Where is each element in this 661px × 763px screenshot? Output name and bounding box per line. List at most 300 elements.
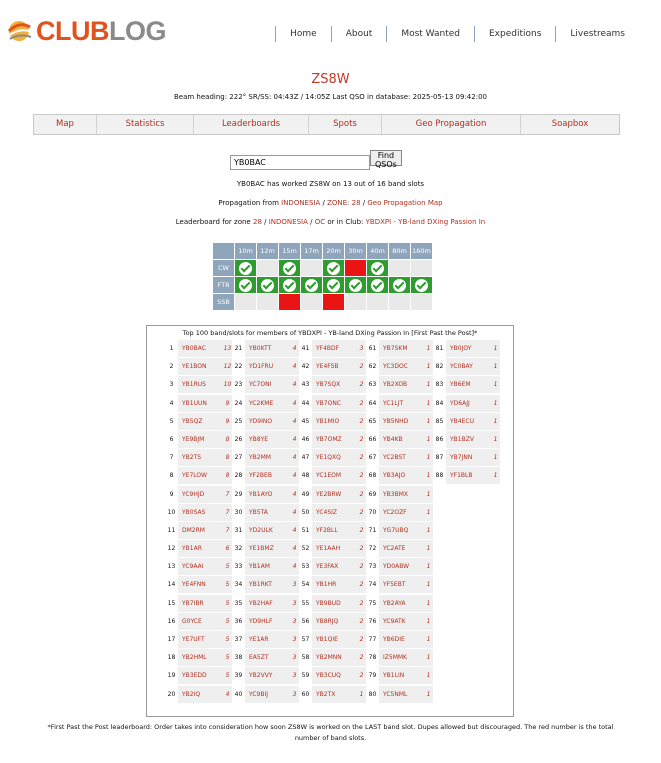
band-header: 15m (279, 243, 300, 259)
band-header: 80m (389, 243, 410, 259)
slot-count: 1 (424, 340, 433, 357)
rank: 63 (366, 376, 379, 393)
rank: 39 (232, 667, 245, 684)
member-callsign-link[interactable]: YE2BRW (312, 486, 357, 503)
menu-map[interactable]: Map (34, 115, 97, 134)
top100-row (232, 486, 299, 503)
member-callsign-link[interactable]: YB1MIO (312, 413, 357, 430)
rank: 26 (232, 431, 245, 448)
slot-count: 4 (223, 686, 232, 703)
mode-label: FT8 (213, 277, 234, 293)
grid-mode-row (213, 294, 432, 310)
leaderboard-prefix: Leaderboard for zone (175, 218, 251, 226)
rank: 6 (165, 431, 178, 448)
slot-count: 7 (223, 486, 232, 503)
top100-row (165, 558, 232, 575)
slot-count: 8 (223, 449, 232, 466)
member-callsign-link[interactable]: YB2HAF (245, 595, 290, 612)
slot-count: 1 (424, 486, 433, 503)
menu-soapbox[interactable]: Soapbox (551, 119, 589, 129)
member-callsign-link[interactable]: YB8RJQ (312, 613, 357, 630)
rank: 58 (299, 649, 312, 666)
member-callsign-link[interactable]: YB1BZV (446, 431, 491, 448)
member-callsign-link[interactable]: YB2IQ (178, 686, 223, 703)
top100-row (232, 395, 299, 412)
rank: 19 (165, 667, 178, 684)
member-callsign-link[interactable]: YB1RUS (178, 376, 223, 393)
member-callsign-link[interactable]: YB4KB (379, 431, 424, 448)
rank: 25 (232, 413, 245, 430)
member-callsign-link[interactable]: YD0ABW (379, 558, 424, 575)
slot-count: 1 (424, 504, 433, 521)
top100-box (146, 325, 514, 717)
top100-row (366, 595, 433, 612)
member-callsign-link[interactable]: YB0BAC (178, 340, 223, 357)
callsign-search (230, 150, 397, 170)
slot-count: 3 (290, 631, 299, 648)
member-callsign-link[interactable]: YB2HML (178, 649, 223, 666)
member-callsign-link[interactable]: YB3EDD (178, 667, 223, 684)
member-callsign-link[interactable]: YE9BJM (178, 431, 223, 448)
rank: 54 (299, 576, 312, 593)
slot-empty-cell (389, 260, 410, 276)
member-callsign-link[interactable]: YB3CUQ (312, 667, 357, 684)
top100-row (165, 667, 232, 684)
member-callsign-link[interactable]: YB2AYA (379, 595, 424, 612)
checkmark-icon (261, 279, 274, 292)
checkmark-icon (327, 279, 340, 292)
slot-worked-cell[interactable] (345, 277, 366, 293)
logo-club: CLUB (36, 16, 109, 46)
top100-row (165, 395, 232, 412)
top100-row (299, 449, 366, 466)
top100-row (433, 413, 500, 430)
logo-log: LOG (109, 16, 166, 46)
member-callsign-link[interactable]: YB0JOY (446, 340, 491, 357)
leaderboard-zone-link[interactable]: 28 (252, 218, 262, 226)
nav-expeditions[interactable]: Expeditions (474, 26, 555, 42)
member-callsign-link[interactable]: YC9BIJ (245, 686, 290, 703)
member-callsign-link[interactable]: YE1AAH (312, 540, 357, 557)
rank: 82 (433, 358, 446, 375)
member-callsign-link[interactable]: YF4BDF (312, 340, 357, 357)
checkmark-icon (349, 279, 362, 292)
rank: 61 (366, 340, 379, 357)
member-callsign-link[interactable]: YB7SKM (379, 340, 424, 357)
member-callsign-link[interactable]: YB2MM (245, 449, 290, 466)
member-callsign-link[interactable]: IZ5MMK (379, 649, 424, 666)
top100-row (366, 340, 433, 357)
member-callsign-link[interactable]: YE1QXQ (312, 449, 357, 466)
member-callsign-link[interactable]: YB7IBR (178, 595, 223, 612)
slot-count: 1 (491, 431, 500, 448)
menu-geo-propagation[interactable]: Geo Propagation (382, 115, 521, 134)
slot-count: 2 (357, 504, 366, 521)
checkmark-icon (283, 262, 296, 275)
top100-row (165, 595, 232, 612)
member-callsign-link[interactable]: YF2BEB (245, 467, 290, 484)
member-callsign-link[interactable]: YB1RKT (245, 576, 290, 593)
slot-count: 3 (290, 686, 299, 703)
member-callsign-link[interactable]: YB2XOB (379, 376, 424, 393)
member-callsign-link[interactable]: YB8YE (245, 431, 290, 448)
rank: 67 (366, 449, 379, 466)
top100-row (232, 613, 299, 630)
member-callsign-link[interactable]: YB1UUN (178, 395, 223, 412)
rank: 47 (299, 449, 312, 466)
slot-worked-cell[interactable] (235, 277, 256, 293)
rank: 15 (165, 595, 178, 612)
member-callsign-link[interactable]: YC0BAY (446, 358, 491, 375)
top100-row (366, 522, 433, 539)
slot-count: 9 (223, 395, 232, 412)
member-callsign-link[interactable]: YB6DIE (379, 631, 424, 648)
rank: 76 (366, 613, 379, 630)
member-callsign-link[interactable]: YB1AR (178, 540, 223, 557)
member-callsign-link[interactable]: YB3BMX (379, 486, 424, 503)
slot-worked-cell[interactable] (389, 277, 410, 293)
slot-count: 4 (290, 467, 299, 484)
top100-row (165, 522, 232, 539)
slot-empty-cell (235, 294, 256, 310)
slot-worked-cell[interactable] (367, 277, 388, 293)
rank: 1 (165, 340, 178, 357)
top100-row (299, 522, 366, 539)
top100-row (366, 431, 433, 448)
member-callsign-link[interactable]: YE1BMZ (245, 540, 290, 557)
top100-row (165, 686, 232, 703)
slot-unconfirmed-cell[interactable] (279, 294, 300, 310)
top100-row (433, 449, 500, 466)
member-callsign-link[interactable]: YB2TS (178, 449, 223, 466)
rank: 23 (232, 376, 245, 393)
slot-count: 1 (424, 358, 433, 375)
band-header: 40m (367, 243, 388, 259)
checkmark-icon (305, 279, 318, 292)
leaderboard-club-link[interactable]: YBDXPI - YB-land DXing Passion In (365, 218, 486, 226)
member-callsign-link[interactable]: YC9ATK (379, 613, 424, 630)
slot-worked-cell[interactable] (301, 277, 322, 293)
rank: 22 (232, 358, 245, 375)
rank: 32 (232, 540, 245, 557)
top100-row (299, 395, 366, 412)
slot-count: 1 (424, 558, 433, 575)
member-callsign-link[interactable]: YC2BST (379, 449, 424, 466)
globe-logo-icon (6, 18, 34, 44)
top100-row (366, 486, 433, 503)
top100-row (165, 413, 232, 430)
propagation-country-link[interactable]: INDONESIA (281, 199, 321, 207)
rank: 35 (232, 595, 245, 612)
rank: 3 (165, 376, 178, 393)
slot-count: 1 (491, 413, 500, 430)
slot-empty-cell (367, 294, 388, 310)
slot-worked-cell[interactable] (279, 260, 300, 276)
member-callsign-link[interactable]: YC5NML (379, 686, 424, 703)
slot-worked-cell[interactable] (235, 260, 256, 276)
rank: 14 (165, 576, 178, 593)
member-callsign-link[interactable]: YE1BON (178, 358, 223, 375)
member-callsign-link[interactable]: YB7SQX (312, 376, 357, 393)
member-callsign-link[interactable]: YB2MNN (312, 649, 357, 666)
checkmark-icon (415, 279, 428, 292)
rank: 65 (366, 413, 379, 430)
rank: 43 (299, 376, 312, 393)
slot-count: 4 (290, 522, 299, 539)
band-header: 10m (235, 243, 256, 259)
member-callsign-link[interactable]: YC9HJD (178, 486, 223, 503)
find-qsos-button[interactable]: Find QSOs (370, 150, 402, 166)
menu-statistics[interactable]: Statistics (97, 115, 194, 134)
member-callsign-link[interactable]: YD9HLF (245, 613, 290, 630)
top100-row (299, 467, 366, 484)
rank: 42 (299, 358, 312, 375)
member-callsign-link[interactable]: YB1LIN (379, 667, 424, 684)
slot-count: 4 (290, 395, 299, 412)
member-callsign-link[interactable]: YD9INO (245, 413, 290, 430)
rank: 80 (366, 686, 379, 703)
clublog-logo[interactable] (6, 14, 166, 48)
top100-row (165, 431, 232, 448)
geo-propagation-map-link[interactable]: Geo Propagation Map (367, 199, 443, 207)
member-callsign-link[interactable]: YB5TA (245, 504, 290, 521)
slot-count: 1 (424, 686, 433, 703)
slot-count: 1 (424, 522, 433, 539)
top100-row (232, 449, 299, 466)
top100-row (366, 376, 433, 393)
rank: 66 (366, 431, 379, 448)
member-callsign-link[interactable]: YB1QIE (312, 631, 357, 648)
rank: 64 (366, 395, 379, 412)
rank: 13 (165, 558, 178, 575)
slot-count: 7 (223, 504, 232, 521)
member-callsign-link[interactable]: YB0SAS (178, 504, 223, 521)
rank: 18 (165, 649, 178, 666)
leaderboard-club-prefix: Club: (345, 218, 364, 226)
slot-count: 1 (424, 667, 433, 684)
slot-count: 2 (357, 431, 366, 448)
rank: 33 (232, 558, 245, 575)
slot-count: 2 (357, 413, 366, 430)
slot-count: 1 (491, 376, 500, 393)
nav-livestreams[interactable]: Livestreams (555, 26, 639, 42)
menu-leaderboards[interactable]: Leaderboards (194, 115, 309, 134)
band-header: 17m (301, 243, 322, 259)
nav-most-wanted[interactable]: Most Wanted (386, 26, 474, 42)
member-callsign-link[interactable]: YF1BLB (446, 467, 491, 484)
top100-row (232, 340, 299, 357)
rank: 57 (299, 631, 312, 648)
band-header: 30m (345, 243, 366, 259)
leaderboard-or-in: or in (327, 218, 344, 226)
rank: 68 (366, 467, 379, 484)
member-callsign-link[interactable]: YE4FSB (312, 358, 357, 375)
slot-count: 2 (357, 358, 366, 375)
member-callsign-link[interactable]: YB5QZ (178, 413, 223, 430)
top100-row (433, 431, 500, 448)
rank: 29 (232, 486, 245, 503)
top100-row (366, 613, 433, 630)
slot-count: 1 (424, 649, 433, 666)
member-callsign-link[interactable]: YC7ONI (245, 376, 290, 393)
rank: 31 (232, 522, 245, 539)
slot-count: 4 (290, 486, 299, 503)
slot-count: 5 (223, 576, 232, 593)
slot-count: 1 (424, 613, 433, 630)
slot-count: 2 (357, 576, 366, 593)
propagation-zone-link[interactable]: ZONE: 28 (327, 199, 361, 207)
rank: 77 (366, 631, 379, 648)
member-callsign-link[interactable]: YB1AM (245, 558, 290, 575)
member-callsign-link[interactable]: YC2KME (245, 395, 290, 412)
slot-count: 7 (223, 522, 232, 539)
member-callsign-link[interactable]: YB3AJO (379, 467, 424, 484)
rank: 27 (232, 449, 245, 466)
member-callsign-link[interactable]: YD6AJJ (446, 395, 491, 412)
member-callsign-link[interactable]: G0YCE (178, 613, 223, 630)
rank: 41 (299, 340, 312, 357)
member-callsign-link[interactable]: YC2ATE (379, 540, 424, 557)
top100-row (165, 576, 232, 593)
slot-count: 4 (290, 431, 299, 448)
rank: 48 (299, 467, 312, 484)
rank: 56 (299, 613, 312, 630)
slot-empty-cell (411, 260, 432, 276)
slot-count: 1 (424, 595, 433, 612)
slot-count: 1 (424, 449, 433, 466)
member-callsign-link[interactable]: YG7UBQ (379, 522, 424, 539)
member-callsign-link[interactable]: YB1HR (312, 576, 357, 593)
slot-count: 1 (491, 340, 500, 357)
menu-spots[interactable]: Spots (309, 115, 382, 134)
rank: 44 (299, 395, 312, 412)
slot-count: 8 (223, 431, 232, 448)
checkmark-icon (283, 279, 296, 292)
top100-row (366, 449, 433, 466)
member-callsign-link[interactable]: YC4SIZ (312, 504, 357, 521)
member-callsign-link[interactable]: YB4ECU (446, 413, 491, 430)
leaderboard-country-link[interactable]: INDONESIA (268, 218, 308, 226)
member-callsign-link[interactable]: YB7OMZ (312, 431, 357, 448)
member-callsign-link[interactable]: YB5NHD (379, 413, 424, 430)
top100-row (165, 613, 232, 630)
slot-empty-cell (257, 260, 278, 276)
slot-count: 1 (424, 413, 433, 430)
slot-count: 8 (223, 467, 232, 484)
member-callsign-link[interactable]: YE3FAX (312, 558, 357, 575)
grid-corner (213, 243, 234, 259)
member-callsign-link[interactable]: YC3DOC (379, 358, 424, 375)
top100-row (299, 486, 366, 503)
logo-text (36, 16, 166, 47)
slot-count: 6 (223, 540, 232, 557)
slot-worked-cell[interactable] (323, 260, 344, 276)
top100-row (299, 558, 366, 575)
member-callsign-link[interactable]: YE1AR (245, 631, 290, 648)
nav-about[interactable]: About (331, 26, 387, 42)
top100-row (232, 631, 299, 648)
top100-row (232, 667, 299, 684)
slot-count: 1 (491, 358, 500, 375)
top100-row (165, 467, 232, 484)
rank: 21 (232, 340, 245, 357)
slot-worked-cell[interactable] (279, 277, 300, 293)
member-callsign-link[interactable]: YD2ULK (245, 522, 290, 539)
member-callsign-link[interactable]: YE4FNN (178, 576, 223, 593)
member-callsign-link[interactable]: YB2VVY (245, 667, 290, 684)
top100-row (232, 522, 299, 539)
band-header: 20m (323, 243, 344, 259)
slot-count: 1 (491, 395, 500, 412)
slot-unconfirmed-cell[interactable] (345, 260, 366, 276)
slot-worked-cell[interactable] (323, 277, 344, 293)
member-callsign-link[interactable]: DM2RM (178, 522, 223, 539)
slot-count: 1 (491, 449, 500, 466)
slot-worked-cell[interactable] (257, 277, 278, 293)
slot-count: 1 (424, 576, 433, 593)
rank: 9 (165, 486, 178, 503)
rank: 38 (232, 649, 245, 666)
rank: 87 (433, 449, 446, 466)
member-callsign-link[interactable]: YB9BUD (312, 595, 357, 612)
top100-row (232, 558, 299, 575)
rank: 69 (366, 486, 379, 503)
slot-count: 1 (424, 467, 433, 484)
slot-count: 3 (290, 613, 299, 630)
grid-mode-row (213, 277, 432, 293)
slot-count: 5 (223, 649, 232, 666)
slot-worked-cell[interactable] (411, 277, 432, 293)
member-callsign-link[interactable]: YD1FRU (245, 358, 290, 375)
member-callsign-link[interactable]: YB1AYO (245, 486, 290, 503)
top100-row (366, 576, 433, 593)
slot-count: 1 (424, 431, 433, 448)
slot-empty-cell (345, 294, 366, 310)
slot-empty-cell (411, 294, 432, 310)
member-callsign-link[interactable]: EA5ZT (245, 649, 290, 666)
leaderboard-continent-link[interactable]: OC (314, 218, 326, 226)
slot-count: 3 (290, 576, 299, 593)
member-callsign-link[interactable]: YC1EOM (312, 467, 357, 484)
nav-home[interactable]: Home (275, 26, 331, 42)
member-callsign-link[interactable]: YB7JNN (446, 449, 491, 466)
rank: 16 (165, 613, 178, 630)
member-callsign-link[interactable]: YC2OZF (379, 504, 424, 521)
top100-row (366, 558, 433, 575)
slot-worked-cell[interactable] (367, 260, 388, 276)
top100-row (232, 595, 299, 612)
callsign-input[interactable] (230, 155, 370, 170)
member-callsign-link[interactable]: YF2BLL (312, 522, 357, 539)
member-callsign-link[interactable]: YE7UFT (178, 631, 223, 648)
member-callsign-link[interactable]: YB6EM (446, 376, 491, 393)
top100-row (232, 467, 299, 484)
member-callsign-link[interactable]: YC9AAI (178, 558, 223, 575)
member-callsign-link[interactable]: YB0KTT (245, 340, 290, 357)
slot-count: 5 (223, 667, 232, 684)
rank: 34 (232, 576, 245, 593)
top100-row (366, 413, 433, 430)
rank: 55 (299, 595, 312, 612)
member-callsign-link[interactable]: YF5EBT (379, 576, 424, 593)
member-callsign-link[interactable]: YB7ONC (312, 395, 357, 412)
slot-unconfirmed-cell[interactable] (323, 294, 344, 310)
top100-row (299, 649, 366, 666)
member-callsign-link[interactable]: YB2TX (312, 686, 357, 703)
member-callsign-link[interactable]: YC1LJT (379, 395, 424, 412)
rank: 70 (366, 504, 379, 521)
member-callsign-link[interactable]: YE7LOW (178, 467, 223, 484)
